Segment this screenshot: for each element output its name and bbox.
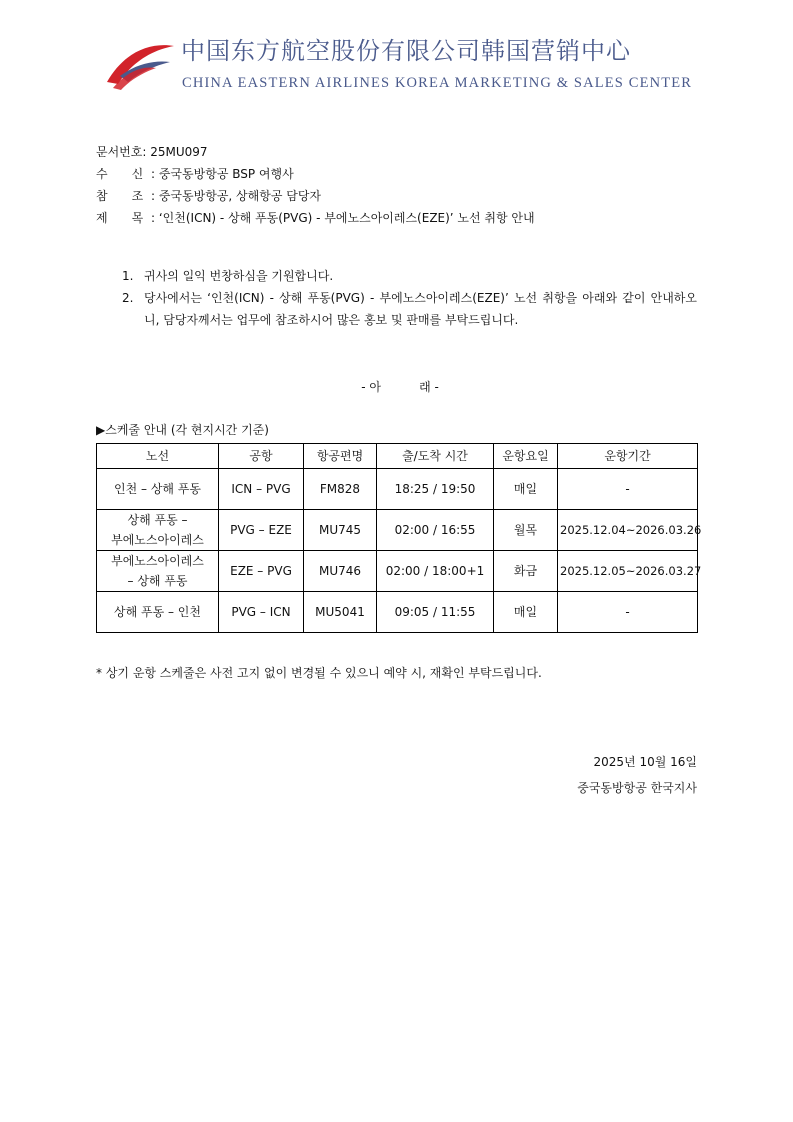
subject-value: : ‘인천(ICN) - 상해 푸동(PVG) - 부에노스아이레스(EZE)’ 노선 취항 안내 xyxy=(151,211,535,225)
swallow-logo-icon xyxy=(104,36,176,92)
times-cell: 02:00 / 18:00+1 xyxy=(377,551,494,592)
table-row xyxy=(97,510,698,551)
doc-number-row xyxy=(96,141,535,163)
column-header-days: 운항요일 xyxy=(494,444,558,469)
table-header-row xyxy=(97,444,698,469)
recipient-label: 수신 xyxy=(96,167,168,181)
list-item xyxy=(122,287,697,331)
route-cell: 인천 – 상해 푸동 xyxy=(97,469,219,510)
column-header-route: 노선 xyxy=(97,444,219,469)
period-cell: - xyxy=(558,592,698,633)
days-cell: 월목 xyxy=(494,510,558,551)
letterhead-name-english: CHINA EASTERN AIRLINES KOREA MARKETING & SALES CENTER xyxy=(182,75,693,91)
airport-cell: PVG – ICN xyxy=(219,592,304,633)
list-item xyxy=(122,265,697,287)
airport-cell: PVG – EZE xyxy=(219,510,304,551)
route-cell: 상해 푸동 – 부에노스아이레스 xyxy=(97,510,219,551)
schedule-table xyxy=(96,443,702,633)
schedule-footnote: * 상기 운항 스케줄은 사전 고지 없이 변경될 수 있으니 예약 시, 재확인 부탁드립니다. xyxy=(96,666,542,680)
list-item-text: 당사에서는 ‘인천(ICN) - 상해 푸동(PVG) - 부에노스아이레스(EZE)’ 노선 취항을 아래와 같이 안내하오니, 담당자께서는 업무에 참조하시어 많은 홍보 및 판매를 부탁드립니다. xyxy=(144,291,697,327)
period-cell: - xyxy=(558,469,698,510)
times-cell: 02:00 / 16:55 xyxy=(377,510,494,551)
route-cell: 부에노스아이레스 – 상해 푸동 xyxy=(97,551,219,592)
table-row xyxy=(97,551,698,592)
days-cell: 매일 xyxy=(494,592,558,633)
signoff-company: 중국동방항공 한국지사 xyxy=(577,781,697,795)
cc-label: 참조 xyxy=(96,189,168,203)
schedule-caption: ▶스케줄 안내 (각 현지시간 기준) xyxy=(96,423,269,437)
signoff xyxy=(577,749,697,801)
subject-row xyxy=(96,207,535,229)
table-row xyxy=(97,469,698,510)
column-header-times: 출/도착 시간 xyxy=(377,444,494,469)
cc-row xyxy=(96,185,535,207)
list-item-number: 1. xyxy=(122,269,134,283)
column-header-flight: 항공편명 xyxy=(304,444,377,469)
period-cell: 2025.12.05~2026.03.27 xyxy=(558,551,698,592)
signoff-date: 2025년 10월 16일 xyxy=(593,755,697,769)
cc-value: : 중국동방항공, 상해항공 담당자 xyxy=(151,189,321,203)
body-list xyxy=(122,265,697,331)
times-cell: 09:05 / 11:55 xyxy=(377,592,494,633)
letterhead-name-chinese: 中国东方航空股份有限公司韩国营销中心 xyxy=(181,37,631,65)
period-cell: 2025.12.04~2026.03.26 xyxy=(558,510,698,551)
times-cell: 18:25 / 19:50 xyxy=(377,469,494,510)
days-cell: 매일 xyxy=(494,469,558,510)
recipient-row xyxy=(96,163,535,185)
route-cell: 상해 푸동 – 인천 xyxy=(97,592,219,633)
column-header-airport: 공항 xyxy=(219,444,304,469)
flight-cell: MU746 xyxy=(304,551,377,592)
airport-cell: ICN – PVG xyxy=(219,469,304,510)
airport-cell: EZE – PVG xyxy=(219,551,304,592)
notice-heading: - 아 래 - xyxy=(361,380,439,394)
list-item-text: 귀사의 일익 번창하심을 기원합니다. xyxy=(144,269,334,283)
days-cell: 화금 xyxy=(494,551,558,592)
list-item-number: 2. xyxy=(122,291,134,305)
table-row xyxy=(97,592,698,633)
column-header-period: 운항기간 xyxy=(558,444,698,469)
memo-header xyxy=(96,141,535,229)
recipient-value: : 중국동방항공 BSP 여행사 xyxy=(151,167,294,181)
doc-number-value: : 25MU097 xyxy=(142,145,208,159)
subject-label: 제목 xyxy=(96,211,168,225)
flight-cell: FM828 xyxy=(304,469,377,510)
flight-cell: MU745 xyxy=(304,510,377,551)
doc-number-label: 문서번호 xyxy=(96,145,143,159)
flight-cell: MU5041 xyxy=(304,592,377,633)
